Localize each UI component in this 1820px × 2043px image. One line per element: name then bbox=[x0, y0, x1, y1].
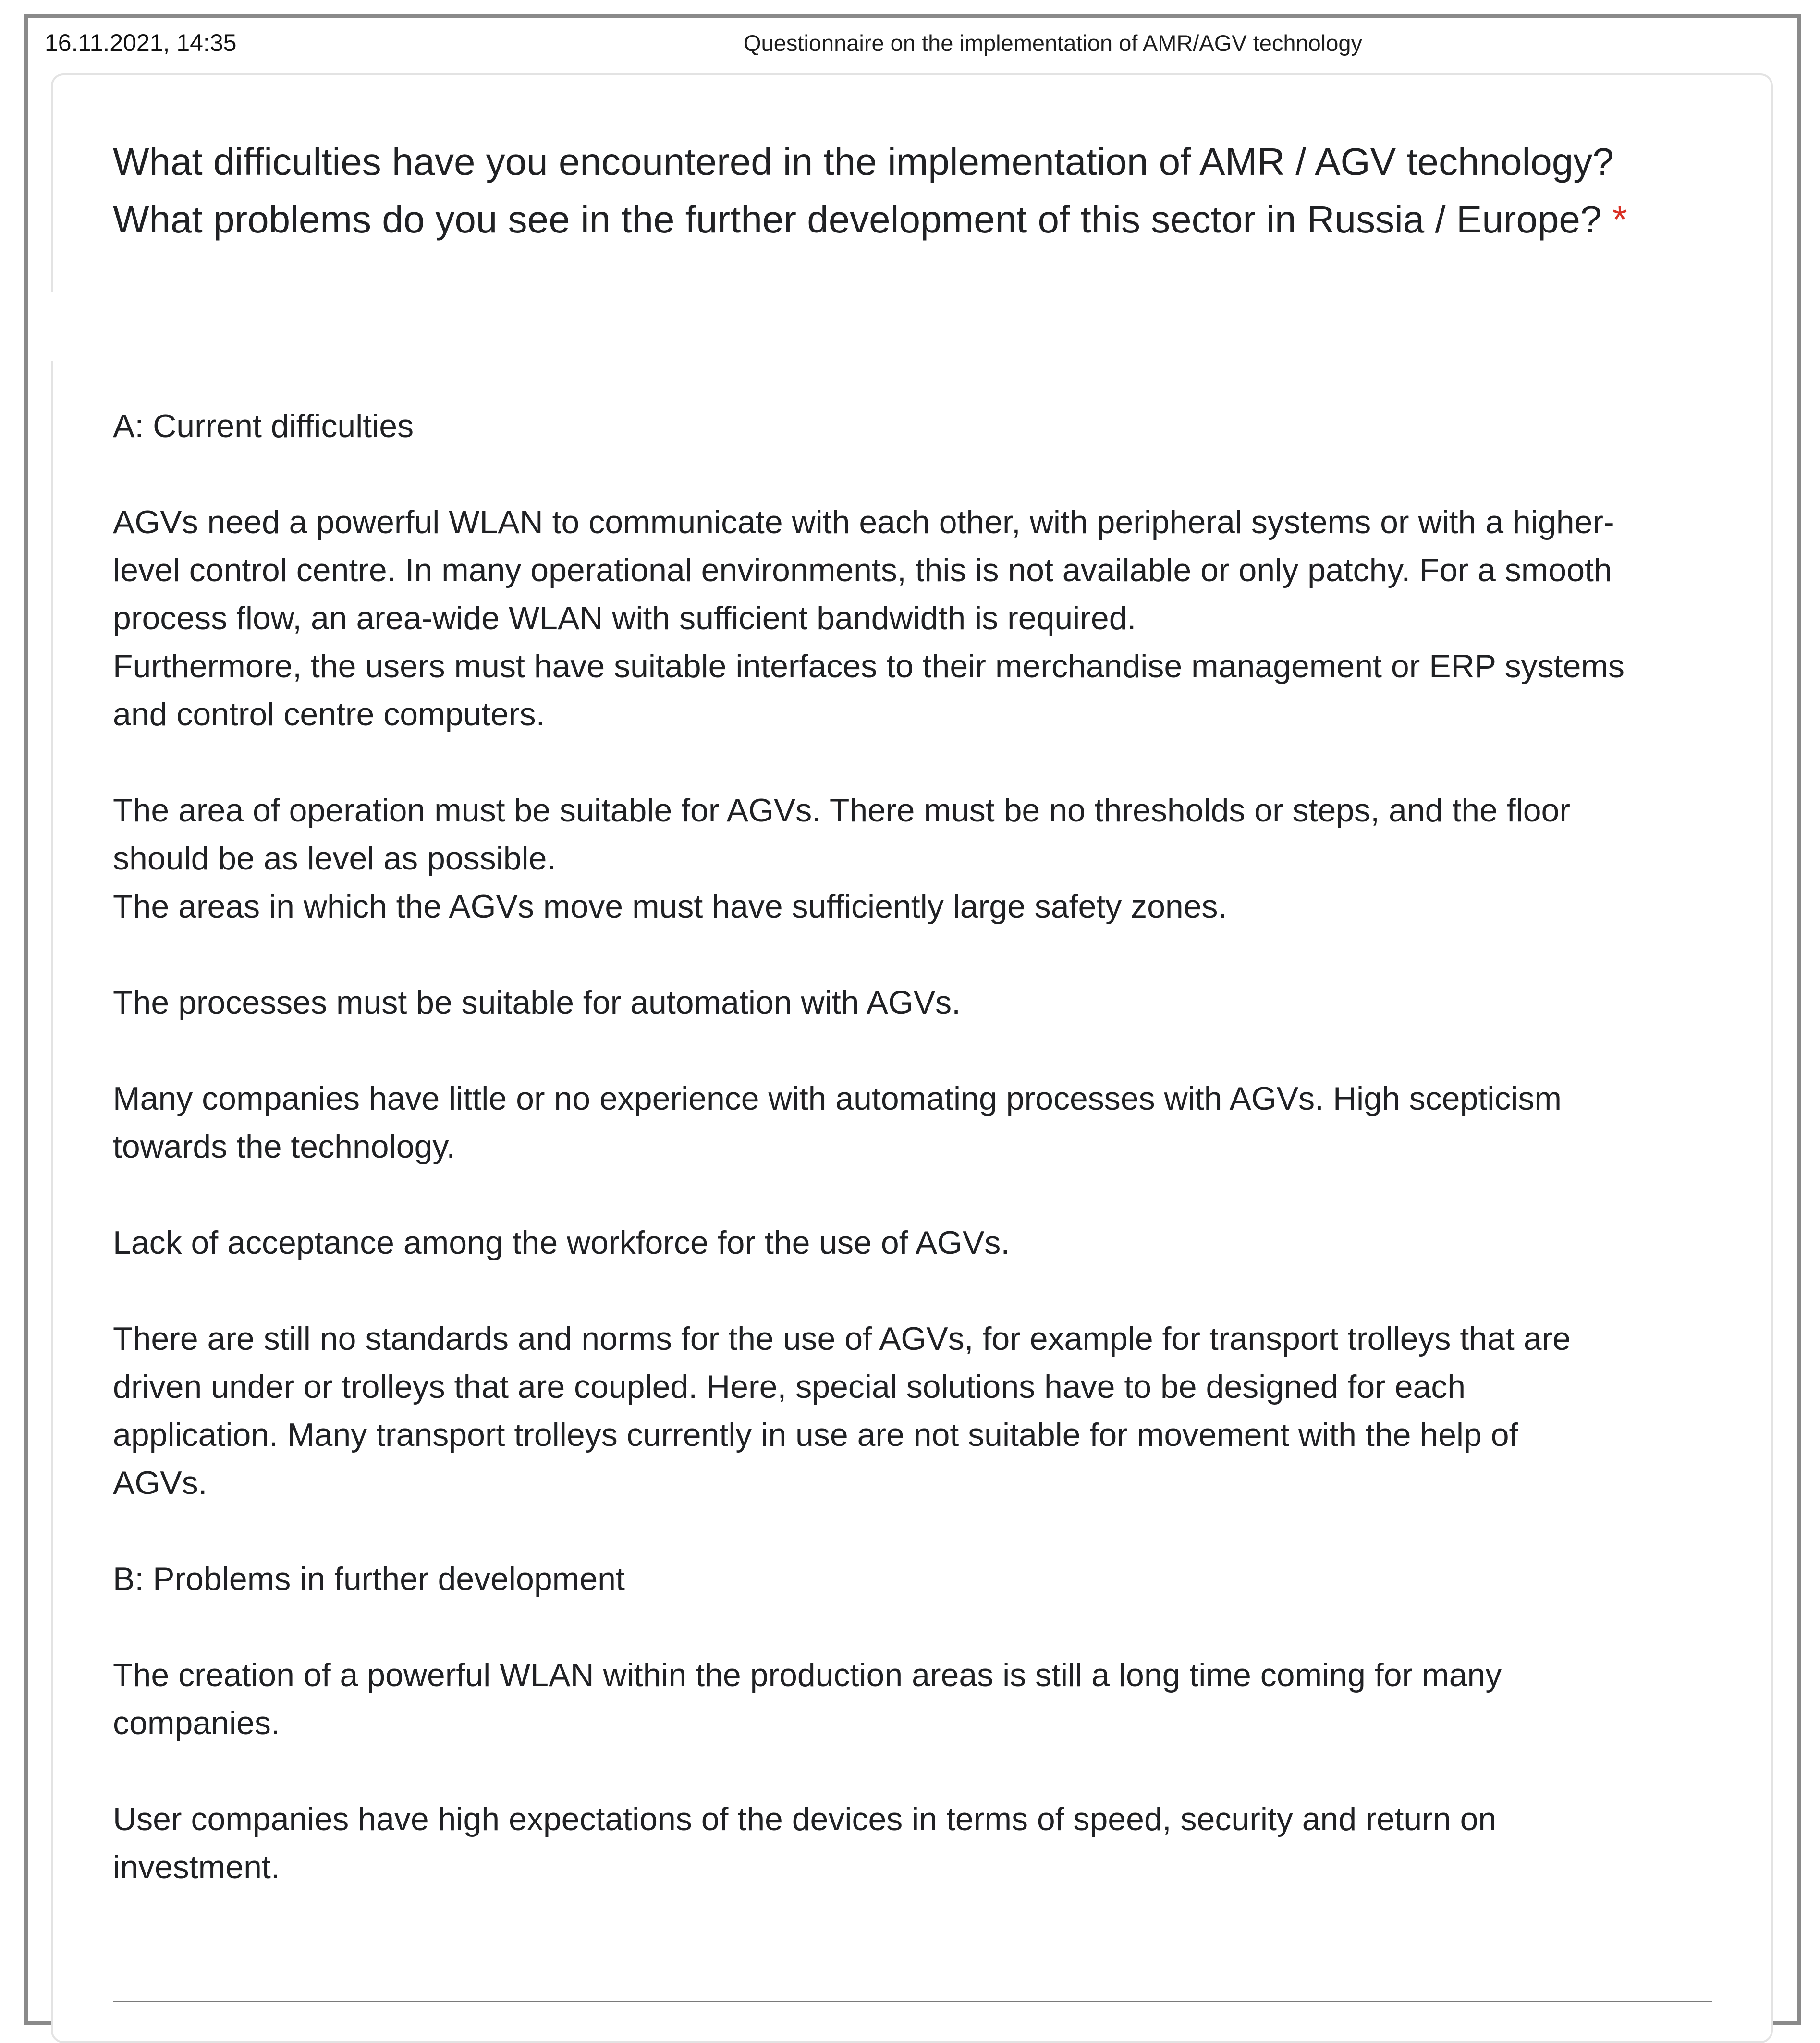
answer-line: companies. bbox=[113, 1705, 280, 1741]
answer-line: User companies have high expectations of the devices in terms of speed, security and return on bbox=[113, 1801, 1497, 1837]
answer-line: application. Many transport trolleys currently in use are not suitable for movement with the help of bbox=[113, 1417, 1518, 1453]
answer-line: and control centre computers. bbox=[113, 696, 545, 733]
answer-paragraph-8 bbox=[113, 1795, 1765, 1891]
answer-line: Many companies have little or no experience with automating processes with AGVs. High scepticism bbox=[113, 1080, 1562, 1117]
answer-line: The area of operation must be suitable for AGVs. There must be no thresholds or steps, and the floor bbox=[113, 792, 1571, 829]
answer-paragraph-3 bbox=[113, 979, 1765, 1027]
answer-line: Lack of acceptance among the workforce for the use of AGVs. bbox=[113, 1224, 1010, 1261]
section-a-heading: A: Current difficulties bbox=[113, 408, 414, 444]
answer-line: Furthermore, the users must have suitable interfaces to their merchandise management or ERP systems bbox=[113, 648, 1625, 685]
print-form-title: Questionnaire on the implementation of AMR/AGV technology bbox=[744, 30, 1363, 56]
answer-input-underline bbox=[113, 2001, 1712, 2002]
answer-paragraph-5 bbox=[113, 1219, 1765, 1267]
question-title-line-1: What difficulties have you encountered in the implementation of AMR / AGV technology? bbox=[113, 140, 1614, 183]
answer-line: The areas in which the AGVs move must have sufficiently large safety zones. bbox=[113, 888, 1227, 925]
answer-line: process flow, an area-wide WLAN with sufficient bandwidth is required. bbox=[113, 600, 1136, 636]
answer-paragraph-4 bbox=[113, 1075, 1765, 1171]
answer-line: towards the technology. bbox=[113, 1128, 456, 1165]
printed-page bbox=[24, 14, 1801, 2025]
print-datetime: 16.11.2021, 14:35 bbox=[45, 29, 237, 56]
print-header bbox=[28, 18, 1797, 73]
answer-paragraph-6 bbox=[113, 1315, 1765, 1507]
answer-line: should be as level as possible. bbox=[113, 840, 556, 877]
question-title-line-2: What problems do you see in the further development of this sector in Russia / Europe? bbox=[113, 198, 1602, 241]
section-b-heading: B: Problems in further development bbox=[113, 1561, 625, 1597]
answer-line: The creation of a powerful WLAN within the production areas is still a long time coming for many bbox=[113, 1657, 1502, 1693]
card-border-gap bbox=[50, 292, 55, 361]
answer-paragraph-7 bbox=[113, 1651, 1765, 1747]
question-card bbox=[51, 73, 1773, 2043]
answer-line: investment. bbox=[113, 1849, 280, 1885]
answer-text bbox=[113, 402, 1765, 1891]
answer-paragraph-2 bbox=[113, 786, 1765, 930]
answer-line: level control centre. In many operational environments, this is not available or only patchy. For a smooth bbox=[113, 552, 1612, 588]
answer-line: driven under or trolleys that are coupled. Here, special solutions have to be designed for each bbox=[113, 1369, 1466, 1405]
answer-line: AGVs need a powerful WLAN to communicate with each other, with peripheral systems or with a higher- bbox=[113, 504, 1614, 540]
question-title bbox=[113, 133, 1736, 248]
answer-paragraph-1 bbox=[113, 498, 1765, 738]
answer-line: There are still no standards and norms for the use of AGVs, for example for transport trolleys that are bbox=[113, 1321, 1571, 1357]
required-asterisk: * bbox=[1612, 198, 1627, 241]
answer-line: The processes must be suitable for automation with AGVs. bbox=[113, 984, 961, 1021]
answer-line: AGVs. bbox=[113, 1465, 208, 1501]
